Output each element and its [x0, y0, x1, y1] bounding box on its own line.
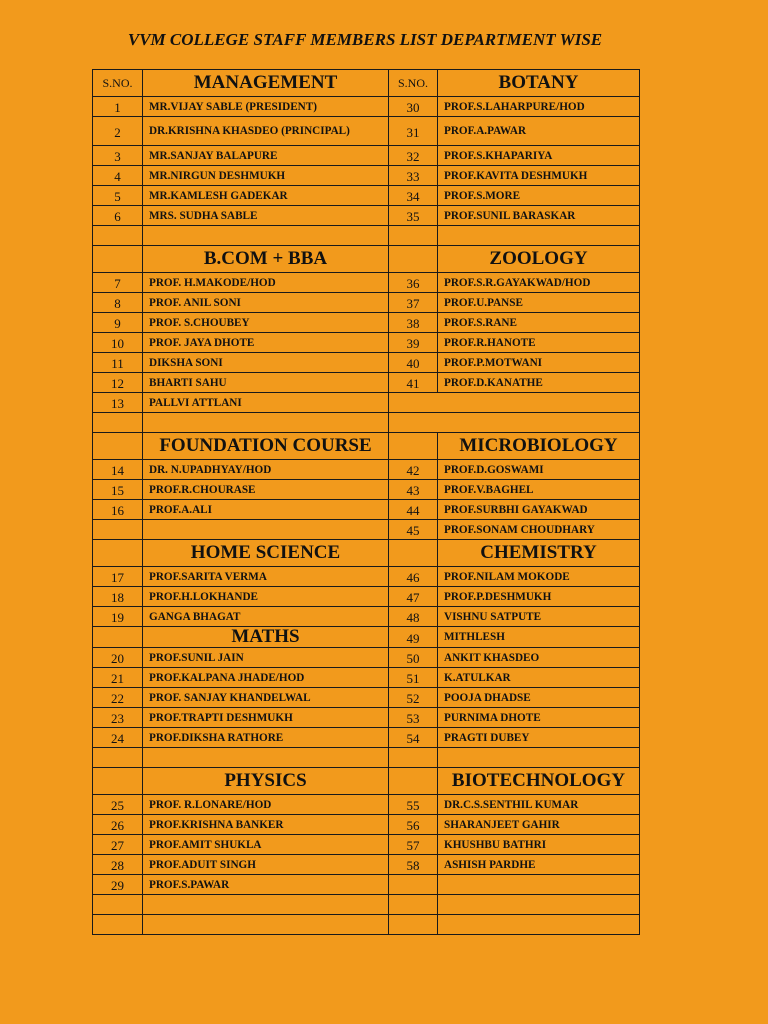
sno-cell: 12 [92, 372, 143, 393]
department-heading: B.COM + BBA [142, 245, 389, 273]
sno-cell: 53 [388, 707, 438, 728]
staff-name: DR.KRISHNA KHASDEO (PRINCIPAL) [142, 116, 389, 146]
sno-cell: 34 [388, 185, 438, 206]
sno-header [388, 245, 438, 273]
sno-cell: 4 [92, 165, 143, 186]
sno-cell: 22 [92, 687, 143, 708]
sno-cell: 31 [388, 116, 438, 146]
sno-cell: 29 [92, 874, 143, 895]
empty-cell [92, 225, 143, 246]
sno-cell [92, 626, 143, 648]
staff-name: PROF.DIKSHA RATHORE [142, 727, 389, 748]
department-heading: CHEMISTRY [437, 539, 640, 567]
empty-cell [92, 412, 143, 433]
sno-cell: 57 [388, 834, 438, 855]
empty-cell [92, 894, 143, 915]
staff-name: MRS. SUDHA SABLE [142, 205, 389, 226]
sno-cell: 14 [92, 459, 143, 480]
staff-name: PROF.SURBHI GAYAKWAD [437, 499, 640, 520]
staff-name: MR.VIJAY SABLE (PRESIDENT) [142, 96, 389, 117]
staff-name: PROF. SANJAY KHANDELWAL [142, 687, 389, 708]
sno-cell: 23 [92, 707, 143, 728]
sno-cell: 10 [92, 332, 143, 353]
staff-name: PALLVI ATTLANI [142, 392, 389, 413]
staff-name: PROF.SONAM CHOUDHARY [437, 519, 640, 540]
staff-name [437, 874, 640, 895]
staff-name: K.ATULKAR [437, 667, 640, 688]
sno-cell: 37 [388, 292, 438, 313]
staff-name: POOJA DHADSE [437, 687, 640, 708]
sno-cell: 15 [92, 479, 143, 500]
staff-name: DR.C.S.SENTHIL KUMAR [437, 794, 640, 815]
sno-cell: 42 [388, 459, 438, 480]
sno-cell: 51 [388, 667, 438, 688]
staff-name [142, 519, 389, 540]
sno-cell: 18 [92, 586, 143, 607]
staff-name: PROF. JAYA DHOTE [142, 332, 389, 353]
sno-cell: 27 [92, 834, 143, 855]
department-heading: FOUNDATION COURSE [142, 432, 389, 460]
sno-header [92, 245, 143, 273]
sno-cell: 26 [92, 814, 143, 835]
staff-name: PROF.S.RANE [437, 312, 640, 333]
department-heading: BOTANY [437, 69, 640, 97]
sno-cell: 38 [388, 312, 438, 333]
department-heading: MICROBIOLOGY [437, 432, 640, 460]
sno-cell: 54 [388, 727, 438, 748]
sno-cell: 46 [388, 566, 438, 587]
sno-cell: 55 [388, 794, 438, 815]
sno-cell: 11 [92, 352, 143, 373]
staff-name: PROF.A.ALI [142, 499, 389, 520]
staff-name: PROF.SUNIL BARASKAR [437, 205, 640, 226]
staff-name: PROF.V.BAGHEL [437, 479, 640, 500]
empty-cell [388, 914, 438, 935]
sno-cell: 32 [388, 145, 438, 166]
department-heading: HOME SCIENCE [142, 539, 389, 567]
empty-cell [142, 412, 389, 433]
sno-cell: 7 [92, 272, 143, 293]
staff-name: PROF.D.KANATHE [437, 372, 640, 393]
staff-name: PROF.A.PAWAR [437, 116, 640, 146]
sno-cell: 52 [388, 687, 438, 708]
sno-cell: 45 [388, 519, 438, 540]
staff-name: PROF.P.MOTWANI [437, 352, 640, 373]
sno-cell [388, 874, 438, 895]
sno-cell: 6 [92, 205, 143, 226]
sno-cell [92, 519, 143, 540]
department-heading: MANAGEMENT [142, 69, 389, 97]
staff-name: BHARTI SAHU [142, 372, 389, 393]
staff-name: PROF.P.DESHMUKH [437, 586, 640, 607]
department-heading: ZOOLOGY [437, 245, 640, 273]
sno-cell: 47 [388, 586, 438, 607]
sno-cell: 58 [388, 854, 438, 875]
staff-name: PROF.H.LOKHANDE [142, 586, 389, 607]
sno-cell: 49 [388, 626, 438, 648]
staff-name: PROF.R.HANOTE [437, 332, 640, 353]
staff-name: DIKSHA SONI [142, 352, 389, 373]
staff-name: PROF. S.CHOUBEY [142, 312, 389, 333]
staff-name: PRAGTI DUBEY [437, 727, 640, 748]
sno-cell: 19 [92, 606, 143, 627]
department-heading: BIOTECHNOLOGY [437, 767, 640, 795]
sno-cell: 17 [92, 566, 143, 587]
staff-name: PROF. H.MAKODE/HOD [142, 272, 389, 293]
department-heading: PHYSICS [142, 767, 389, 795]
staff-name: PROF.AMIT SHUKLA [142, 834, 389, 855]
staff-name: PROF.KAVITA DESHMUKH [437, 165, 640, 186]
sno-cell: 50 [388, 647, 438, 668]
sno-cell: 13 [92, 392, 143, 413]
staff-name: PROF.KALPANA JHADE/HOD [142, 667, 389, 688]
staff-name: PROF.SARITA VERMA [142, 566, 389, 587]
empty-cell [388, 894, 438, 915]
empty-cell [437, 225, 640, 246]
sno-cell: 5 [92, 185, 143, 206]
empty-cell [92, 914, 143, 935]
empty-cell [437, 894, 640, 915]
sno-cell: 41 [388, 372, 438, 393]
staff-name: PROF. R.LONARE/HOD [142, 794, 389, 815]
staff-name: PURNIMA DHOTE [437, 707, 640, 728]
sno-header: S.NO. [388, 69, 438, 97]
staff-name: PROF.S.LAHARPURE/HOD [437, 96, 640, 117]
empty-cell [437, 914, 640, 935]
sno-cell: 43 [388, 479, 438, 500]
empty-cell [388, 225, 438, 246]
staff-name: PROF.TRAPTI DESHMUKH [142, 707, 389, 728]
staff-name: ASHISH PARDHE [437, 854, 640, 875]
staff-name: PROF.KRISHNA BANKER [142, 814, 389, 835]
sno-cell: 2 [92, 116, 143, 146]
staff-table [92, 69, 639, 935]
empty-cell [388, 412, 640, 433]
sno-cell: 16 [92, 499, 143, 520]
staff-name: PROF.S.MORE [437, 185, 640, 206]
sno-cell: 9 [92, 312, 143, 333]
department-heading: MATHS [142, 626, 389, 648]
staff-name: ANKIT KHASDEO [437, 647, 640, 668]
staff-name: PROF.S.PAWAR [142, 874, 389, 895]
staff-name: PROF.NILAM MOKODE [437, 566, 640, 587]
empty-cell [142, 747, 389, 768]
staff-name: PROF. ANIL SONI [142, 292, 389, 313]
empty-cell [92, 747, 143, 768]
staff-name: PROF.S.KHAPARIYA [437, 145, 640, 166]
sno-cell: 35 [388, 205, 438, 226]
sno-header [388, 432, 438, 460]
sno-cell: 39 [388, 332, 438, 353]
staff-name: PROF.R.CHOURASE [142, 479, 389, 500]
staff-name: VISHNU SATPUTE [437, 606, 640, 627]
sno-header [92, 539, 143, 567]
sno-cell: 3 [92, 145, 143, 166]
staff-name: SHARANJEET GAHIR [437, 814, 640, 835]
sno-cell: 48 [388, 606, 438, 627]
staff-name: PROF.U.PANSE [437, 292, 640, 313]
empty-cell [388, 747, 438, 768]
sno-cell: 8 [92, 292, 143, 313]
staff-name: MR.KAMLESH GADEKAR [142, 185, 389, 206]
sno-cell: 36 [388, 272, 438, 293]
staff-name: PROF.SUNIL JAIN [142, 647, 389, 668]
staff-name: PROF.S.R.GAYAKWAD/HOD [437, 272, 640, 293]
empty-cell [388, 392, 640, 413]
sno-cell: 20 [92, 647, 143, 668]
sno-cell: 24 [92, 727, 143, 748]
sno-header [92, 432, 143, 460]
sno-cell: 33 [388, 165, 438, 186]
sno-cell: 40 [388, 352, 438, 373]
sno-header [92, 767, 143, 795]
staff-name: DR. N.UPADHYAY/HOD [142, 459, 389, 480]
sno-cell: 21 [92, 667, 143, 688]
sno-cell: 56 [388, 814, 438, 835]
empty-cell [142, 894, 389, 915]
sno-cell: 1 [92, 96, 143, 117]
staff-name: PROF.ADUIT SINGH [142, 854, 389, 875]
staff-name: MITHLESH [437, 626, 640, 648]
empty-cell [142, 914, 389, 935]
sno-cell: 28 [92, 854, 143, 875]
staff-name: MR.SANJAY BALAPURE [142, 145, 389, 166]
sno-cell: 25 [92, 794, 143, 815]
sno-cell: 44 [388, 499, 438, 520]
page-title: VVM COLLEGE STAFF MEMBERS LIST DEPARTMENT WISE [127, 30, 603, 49]
staff-name: KHUSHBU BATHRI [437, 834, 640, 855]
sno-header [388, 767, 438, 795]
sno-cell: 30 [388, 96, 438, 117]
staff-name: PROF.D.GOSWAMI [437, 459, 640, 480]
staff-name: MR.NIRGUN DESHMUKH [142, 165, 389, 186]
empty-cell [142, 225, 389, 246]
empty-cell [437, 747, 640, 768]
sno-header: S.NO. [92, 69, 143, 97]
staff-name: GANGA BHAGAT [142, 606, 389, 627]
sno-header [388, 539, 438, 567]
